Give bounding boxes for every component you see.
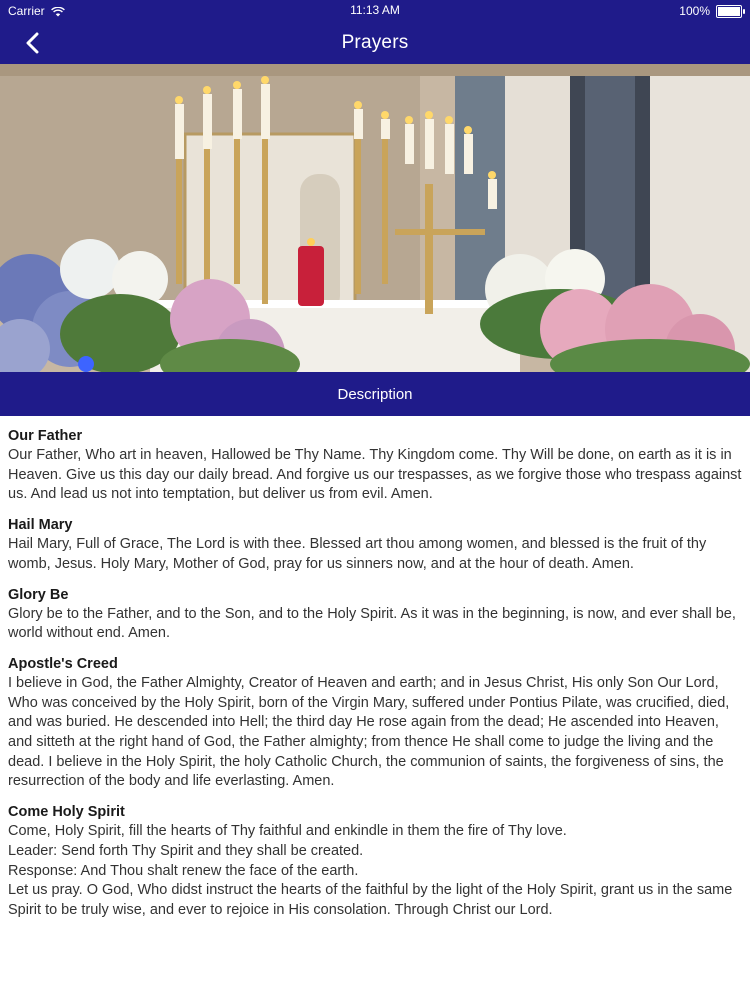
nav-row [0,22,750,64]
top-bar [0,0,750,64]
prayer-come-holy-spirit [8,802,742,921]
prayer-text: Hail Mary, Full of Grace, The Lord is with thee. Blessed art thou among women, and blessed is the fruit of thy womb, Jesus. Holy Mary, Mother of God, pray for us sinners now, and at the hour of death. Amen. [8,536,707,572]
status-time: 11:13 AM [350,3,400,17]
description-label: Description [337,385,413,403]
description-bar [0,372,750,416]
battery-percent: 100% [679,4,710,18]
prayer-text: Our Father, Who art in heaven, Hallowed be Thy Name. Thy Kingdom come. Thy Will be done, on earth as it is in Heaven. Give us this day our daily bread. And forgive us our trespasses, as we forgive those who trespass against us. And lead us not into temptation, but deliver us from evil. Amen. [8,447,742,503]
prayer-text-line: Let us pray. O God, Who didst instruct the hearts of the faithful by the light of the Holy Spirit, grant us in the same Spirit to be truly wise, and ever to rejoice in His consolation. Through Christ our Lord. [8,882,733,918]
hero-image [0,64,750,372]
prayer-text: I believe in God, the Father Almighty, Creator of Heaven and earth; and in Jesus Christ, His only Son Our Lord, Who was conceived by the Holy Spirit, born of the Virgin Mary, suffered under Pontius Pilate, was crucified, died, and was buried. He descended into Hell; the third day He rose again from the dead; He ascended into Heaven, and sitteth at the right hand of God, the Father almighty; from thence He shall come to judge the living and the dead. I believe in the Holy Spirit, the holy Catholic Church, the communion of saints, the forgiveness of sins, the resurrection of the body and life everlasting. Amen. [8,674,730,790]
prayer-title: Apostle's Creed [8,655,118,672]
prayer-our-father [8,426,742,505]
back-button[interactable] [18,28,48,58]
battery-icon [716,5,742,18]
prayer-text-line: Response: And Thou shalt renew the face of the earth. [8,862,359,879]
prayer-title: Hail Mary [8,517,73,534]
prayer-text-line: Leader: Send forth Thy Spirit and they shall be created. [8,842,364,859]
prayer-glory-be [8,585,742,644]
prayer-apostles-creed [8,654,742,792]
prayer-text-line: Come, Holy Spirit, fill the hearts of Thy faithful and enkindle in them the fire of Thy love. [8,823,567,840]
prayer-text: Glory be to the Father, and to the Son, and to the Holy Spirit. As it was in the beginning, is now, and ever shall be, world without end. Amen. [8,605,736,642]
status-bar [0,0,750,22]
prayers-list [0,416,750,921]
prayer-title: Glory Be [8,586,69,603]
altar-illustration [0,64,750,372]
prayer-title: Come Holy Spirit [8,804,125,821]
prayer-title: Our Father [8,428,83,444]
chevron-left-icon [25,32,41,54]
page-title: Prayers [341,32,409,53]
prayer-hail-mary [8,515,742,574]
carrier-label: Carrier [8,4,45,18]
